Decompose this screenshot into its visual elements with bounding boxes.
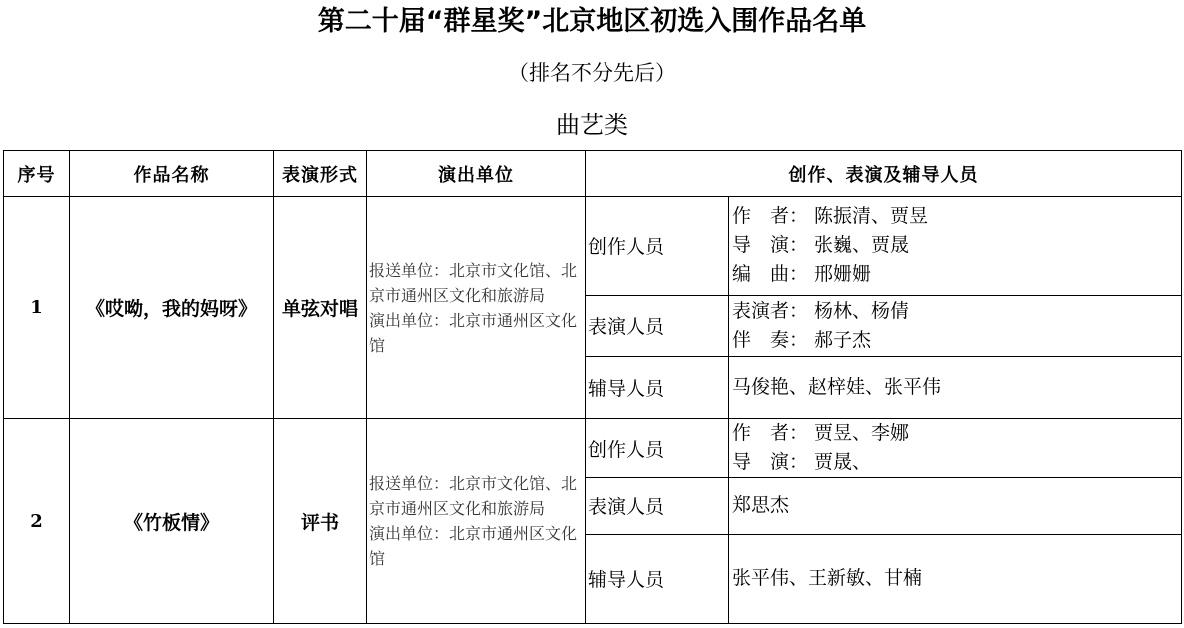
entry-org-text: 报送单位：北京市文化馆、北京市通州区文化和旅游局 演出单位：北京市通州区文化馆: [369, 260, 578, 355]
person-role: 表演者：: [732, 299, 809, 322]
person-line: [732, 297, 1181, 326]
header-form: 表演形式: [274, 151, 367, 197]
person-role: 导 演：: [732, 451, 809, 474]
person-line: [732, 448, 1181, 477]
header-org: 演出单位: [367, 151, 586, 197]
entry-name: 《竹板情》: [70, 419, 274, 624]
person-names: 邢姗姗: [814, 263, 872, 286]
person-line: [732, 231, 1181, 260]
entry-index: 1: [4, 197, 70, 419]
person-names: 陈振清、贾昱: [814, 205, 929, 228]
role-performance: 表演人员: [586, 478, 729, 534]
role-coaching: 辅导人员: [586, 356, 729, 418]
entry-index: 2: [4, 419, 70, 624]
person-names: 郝子杰: [814, 328, 872, 351]
person-names: 张巍、贾晟: [814, 234, 910, 257]
person-names: 贾昱、李娜: [814, 422, 910, 445]
entries-table: [3, 150, 1182, 624]
role-creation: 创作人员: [586, 197, 729, 295]
person-names: 杨林、杨倩: [814, 299, 910, 322]
header-index: 序号: [4, 151, 70, 197]
creation-people: [729, 197, 1182, 295]
document-subtitle: （排名不分先后）: [508, 61, 676, 85]
creation-people: [729, 419, 1182, 478]
entry-org: [367, 419, 586, 624]
person-role: 伴 奏：: [732, 328, 809, 351]
person-names: 贾晟、: [814, 451, 872, 474]
person-role: 作 者：: [732, 422, 809, 445]
person-line: [732, 419, 1181, 448]
entry-form: 评书: [274, 419, 367, 624]
role-creation: 创作人员: [586, 419, 729, 478]
entry-form: 单弦对唱: [274, 197, 367, 419]
category-heading: 曲艺类: [556, 111, 628, 139]
person-role: 编 曲：: [732, 263, 809, 286]
table-header-row: [4, 151, 1182, 197]
role-performance: 表演人员: [586, 295, 729, 356]
person-role: 导 演：: [732, 234, 809, 257]
entry-org: [367, 197, 586, 419]
role-coaching: 辅导人员: [586, 534, 729, 623]
person-role: 作 者：: [732, 205, 809, 228]
header-staff: 创作、表演及辅导人员: [586, 151, 1182, 197]
person-line: [732, 260, 1181, 289]
header-name: 作品名称: [70, 151, 274, 197]
entry-org-text: 报送单位：北京市文化馆、北京市通州区文化和旅游局 演出单位：北京市通州区文化馆: [369, 474, 578, 569]
table-row: [4, 419, 1182, 478]
table-row: [4, 197, 1182, 295]
document-title: 第二十届“群星奖”北京地区初选入围作品名单: [317, 6, 867, 37]
person-line: [732, 326, 1181, 355]
coaching-people: 马俊艳、赵梓娃、张平伟: [729, 356, 1182, 418]
entry-name: 《哎呦，我的妈呀》: [70, 197, 274, 419]
person-line: [732, 202, 1181, 231]
performance-people: [729, 295, 1182, 356]
coaching-people: 张平伟、王新敏、甘楠: [729, 534, 1182, 623]
performance-people: 郑思杰: [729, 478, 1182, 534]
